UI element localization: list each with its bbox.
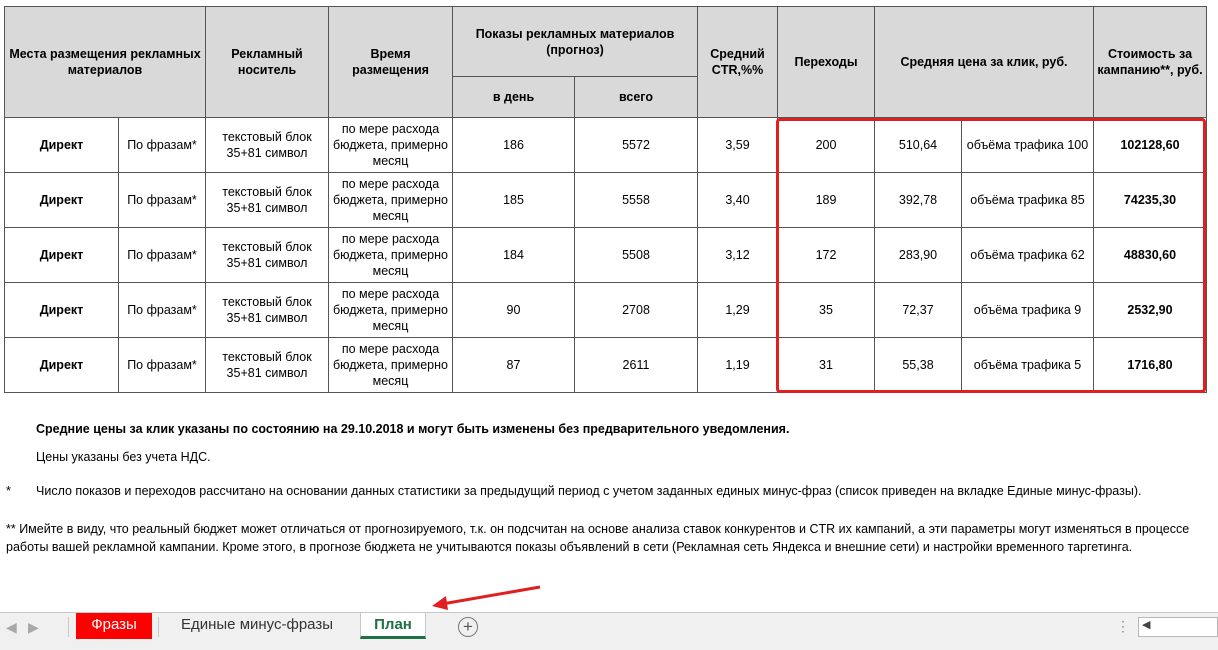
sheet-tab-bar bbox=[0, 612, 1218, 650]
cell-ctr[interactable]: 3,59 bbox=[698, 118, 778, 173]
cell-clicks[interactable]: 35 bbox=[778, 283, 875, 338]
note-double-star[interactable]: ** Имейте в виду, что реальный бюджет может отличаться от прогнозируемого, т.к. он подсчитан на основе анализа ставок конкурентов и CTR их кампаний, а эти параметры могут изменяться в процессе работы вашей рекламной кампании. Кроме этого, в прогнозе бюджета не учитываются показы объявлений в сети (Рекламная сеть Яндекса и внешние сети) и настройки временного таргетинга. bbox=[6, 522, 1190, 554]
note-prices-date[interactable]: Средние цены за клик указаны по состоянию на 29.10.2018 и могут быть изменены без предварительного уведомления. bbox=[36, 422, 790, 436]
cell-cost[interactable]: 2532,90 bbox=[1094, 283, 1207, 338]
cell-type[interactable]: По фразам* bbox=[119, 228, 206, 283]
note-star-text: Число показов и переходов рассчитано на основании данных статистики за предыдущий период с учетом заданных единых минус-фраз (список приведен на вкладке Единые минус-фразы). bbox=[36, 484, 1142, 498]
cell-period[interactable]: по мере расхода бюджета, примерно месяц bbox=[329, 228, 453, 283]
header-cost[interactable]: Стоимость за кампанию**, руб. bbox=[1094, 7, 1207, 118]
cell-cost[interactable]: 1716,80 bbox=[1094, 338, 1207, 393]
add-sheet-icon[interactable]: + bbox=[458, 617, 478, 637]
cell-cost[interactable]: 48830,60 bbox=[1094, 228, 1207, 283]
cell-cpc[interactable]: 283,90 bbox=[875, 228, 962, 283]
header-clicks[interactable]: Переходы bbox=[778, 7, 875, 118]
table-row bbox=[5, 283, 1207, 338]
cell-traffic[interactable]: объёма трафика 62 bbox=[962, 228, 1094, 283]
table-row bbox=[5, 338, 1207, 393]
header-impressions[interactable]: Показы рекламных материалов (прогноз) bbox=[453, 7, 698, 77]
cell-clicks[interactable]: 189 bbox=[778, 173, 875, 228]
cell-period[interactable]: по мере расхода бюджета, примерно месяц bbox=[329, 118, 453, 173]
table-row bbox=[5, 228, 1207, 283]
cell-total[interactable]: 5572 bbox=[575, 118, 698, 173]
cell-clicks[interactable]: 172 bbox=[778, 228, 875, 283]
cell-carrier[interactable]: текстовый блок 35+81 символ bbox=[206, 338, 329, 393]
cell-carrier[interactable]: текстовый блок 35+81 символ bbox=[206, 283, 329, 338]
tab-plan[interactable]: План bbox=[360, 613, 426, 639]
cell-total[interactable]: 5558 bbox=[575, 173, 698, 228]
cell-clicks[interactable]: 200 bbox=[778, 118, 875, 173]
cell-cost[interactable]: 102128,60 bbox=[1094, 118, 1207, 173]
cell-cpc[interactable]: 392,78 bbox=[875, 173, 962, 228]
cell-carrier[interactable]: текстовый блок 35+81 символ bbox=[206, 228, 329, 283]
cell-period[interactable]: по мере расхода бюджета, примерно месяц bbox=[329, 338, 453, 393]
cell-cpc[interactable]: 510,64 bbox=[875, 118, 962, 173]
tab-nav-next-icon[interactable]: ▶ bbox=[28, 619, 39, 635]
cell-clicks[interactable]: 31 bbox=[778, 338, 875, 393]
tab-split-handle[interactable]: ⋮ bbox=[1116, 618, 1130, 634]
cell-platform[interactable]: Директ bbox=[5, 173, 119, 228]
header-avg-cpc[interactable]: Средняя цена за клик, руб. bbox=[875, 7, 1094, 118]
tab-phrases[interactable]: Фразы bbox=[76, 613, 152, 639]
cell-cpc[interactable]: 72,37 bbox=[875, 283, 962, 338]
cell-total[interactable]: 2708 bbox=[575, 283, 698, 338]
horizontal-scrollbar[interactable] bbox=[1138, 617, 1218, 637]
media-plan-table bbox=[4, 6, 1207, 393]
cell-per-day[interactable]: 87 bbox=[453, 338, 575, 393]
header-placement[interactable]: Места размещения рекламных материалов bbox=[5, 7, 206, 118]
cell-ctr[interactable]: 1,29 bbox=[698, 283, 778, 338]
cell-traffic[interactable]: объёма трафика 100 bbox=[962, 118, 1094, 173]
cell-period[interactable]: по мере расхода бюджета, примерно месяц bbox=[329, 173, 453, 228]
cell-type[interactable]: По фразам* bbox=[119, 338, 206, 393]
cell-platform[interactable]: Директ bbox=[5, 283, 119, 338]
tab-nav-prev-icon[interactable]: ◀ bbox=[6, 619, 17, 635]
tab-separator bbox=[68, 617, 69, 637]
scroll-left-icon[interactable]: ◀ bbox=[1142, 619, 1151, 631]
cell-cpc[interactable]: 55,38 bbox=[875, 338, 962, 393]
cell-type[interactable]: По фразам* bbox=[119, 173, 206, 228]
header-per-day[interactable]: в день bbox=[453, 77, 575, 118]
cell-type[interactable]: По фразам* bbox=[119, 118, 206, 173]
cell-platform[interactable]: Директ bbox=[5, 228, 119, 283]
header-carrier[interactable]: Рекламный носитель bbox=[206, 7, 329, 118]
cell-cost[interactable]: 74235,30 bbox=[1094, 173, 1207, 228]
cell-ctr[interactable]: 3,12 bbox=[698, 228, 778, 283]
cell-total[interactable]: 2611 bbox=[575, 338, 698, 393]
header-total[interactable]: всего bbox=[575, 77, 698, 118]
cell-carrier[interactable]: текстовый блок 35+81 символ bbox=[206, 118, 329, 173]
cell-per-day[interactable]: 90 bbox=[453, 283, 575, 338]
header-ctr[interactable]: Средний CTR,%% bbox=[698, 7, 778, 118]
table-row bbox=[5, 118, 1207, 173]
cell-platform[interactable]: Директ bbox=[5, 118, 119, 173]
cell-traffic[interactable]: объёма трафика 5 bbox=[962, 338, 1094, 393]
red-arrow-icon bbox=[428, 582, 544, 612]
header-period[interactable]: Время размещения bbox=[329, 7, 453, 118]
note-star-mark: * bbox=[6, 484, 11, 498]
cell-type[interactable]: По фразам* bbox=[119, 283, 206, 338]
cell-traffic[interactable]: объёма трафика 85 bbox=[962, 173, 1094, 228]
cell-ctr[interactable]: 1,19 bbox=[698, 338, 778, 393]
cell-per-day[interactable]: 184 bbox=[453, 228, 575, 283]
cell-per-day[interactable]: 185 bbox=[453, 173, 575, 228]
cell-platform[interactable]: Директ bbox=[5, 338, 119, 393]
cell-carrier[interactable]: текстовый блок 35+81 символ bbox=[206, 173, 329, 228]
table-row bbox=[5, 173, 1207, 228]
cell-period[interactable]: по мере расхода бюджета, примерно месяц bbox=[329, 283, 453, 338]
cell-traffic[interactable]: объёма трафика 9 bbox=[962, 283, 1094, 338]
cell-ctr[interactable]: 3,40 bbox=[698, 173, 778, 228]
tab-minus-phrases[interactable]: Единые минус-фразы bbox=[180, 616, 334, 633]
note-vat[interactable]: Цены указаны без учета НДС. bbox=[36, 450, 211, 464]
tab-separator bbox=[158, 617, 159, 637]
cell-per-day[interactable]: 186 bbox=[453, 118, 575, 173]
cell-total[interactable]: 5508 bbox=[575, 228, 698, 283]
